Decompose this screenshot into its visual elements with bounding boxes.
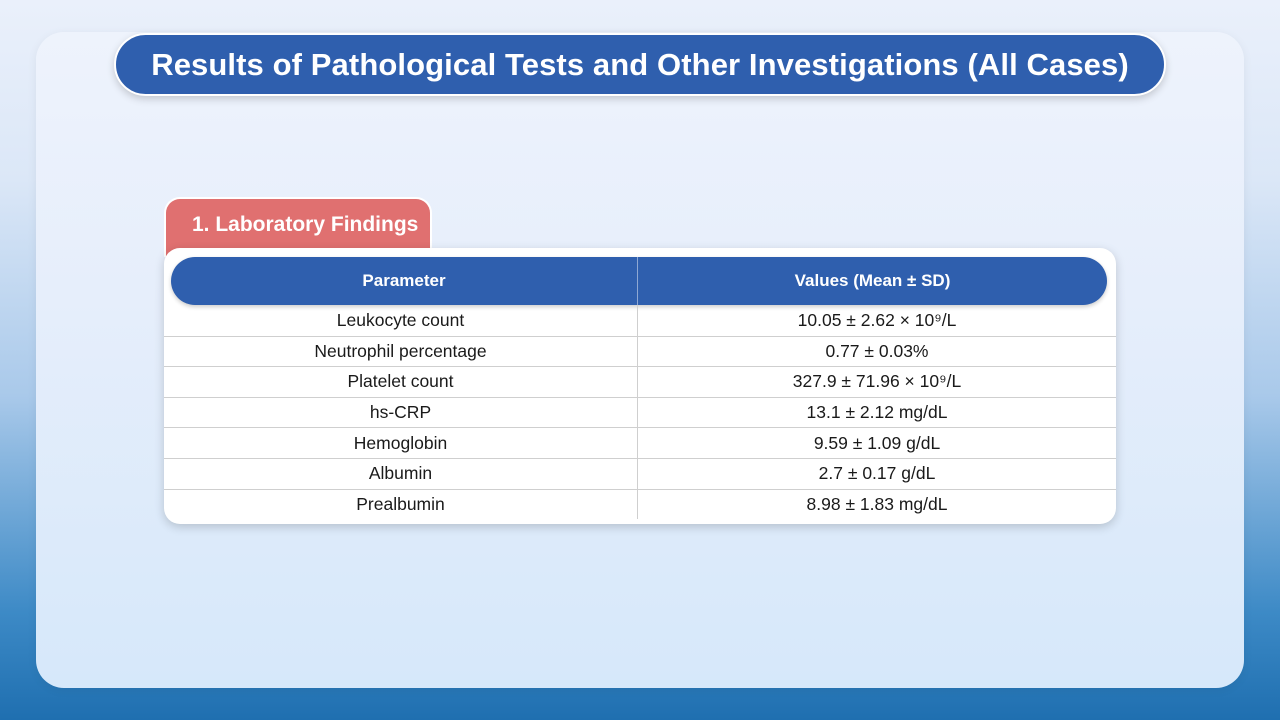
value-cell: 10.05 ± 2.62 × 10⁹/L	[797, 309, 957, 330]
table-row	[164, 397, 1116, 428]
section-label: 1. Laboratory Findings	[192, 213, 419, 236]
table-row	[164, 427, 1116, 458]
table-body	[164, 305, 1116, 519]
table-row	[164, 489, 1116, 520]
value-cell: 8.98 ± 1.83 mg/dL	[806, 493, 948, 514]
value-cell: 327.9 ± 71.96 × 10⁹/L	[792, 371, 962, 392]
value-cell: 13.1 ± 2.12 mg/dL	[806, 402, 948, 423]
value-cell: 0.77 ± 0.03%	[825, 340, 929, 361]
parameter-cell: hs-CRP	[164, 398, 638, 428]
parameter-cell: Leukocyte count	[164, 305, 638, 336]
table-row	[164, 366, 1116, 397]
value-cell: 9.59 ± 1.09 g/dL	[813, 432, 941, 453]
parameter-cell: Neutrophil percentage	[164, 337, 638, 367]
parameter-cell: Platelet count	[164, 367, 638, 397]
table-row	[164, 336, 1116, 367]
header-parameter: Parameter	[171, 257, 638, 305]
value-cell: 2.7 ± 0.17 g/dL	[818, 463, 936, 484]
slide-title: Results of Pathological Tests and Other Investigations (All Cases)	[151, 46, 1129, 82]
table-header	[171, 257, 1107, 305]
lab-findings-table	[164, 248, 1116, 524]
parameter-cell: Albumin	[164, 459, 638, 489]
parameter-cell: Prealbumin	[164, 490, 638, 520]
title-banner	[114, 33, 1166, 96]
table-row	[164, 305, 1116, 336]
table-row	[164, 458, 1116, 489]
parameter-cell: Hemoglobin	[164, 428, 638, 458]
header-values: Values (Mean ± SD)	[794, 271, 951, 290]
